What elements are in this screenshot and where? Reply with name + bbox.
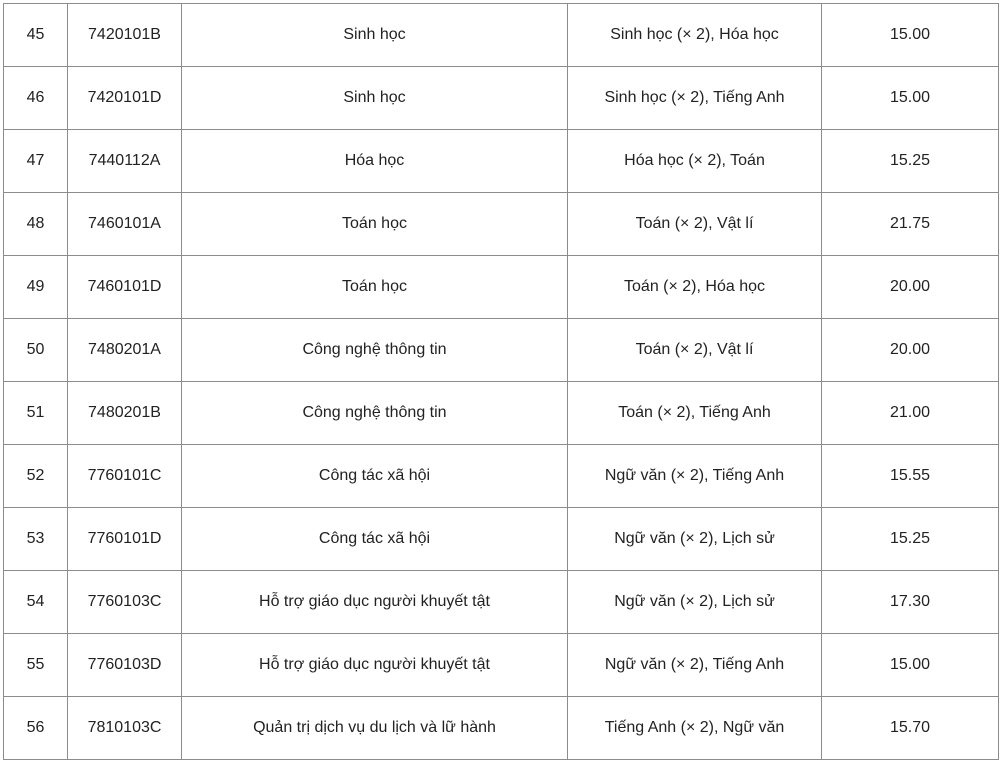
major-code-cell: 7760101C <box>68 445 182 508</box>
major-code-cell: 7420101D <box>68 67 182 130</box>
row-number-cell: 56 <box>4 697 68 760</box>
cutoff-score-cell: 15.70 <box>822 697 999 760</box>
subject-combination-cell: Toán (× 2), Vật lí <box>568 193 822 256</box>
major-name-cell: Quản trị dịch vụ du lịch và lữ hành <box>182 697 568 760</box>
table-row <box>4 4 999 67</box>
admissions-score-table <box>3 3 999 760</box>
major-name-cell: Công tác xã hội <box>182 445 568 508</box>
row-number-cell: 53 <box>4 508 68 571</box>
row-number-cell: 46 <box>4 67 68 130</box>
major-code-cell: 7460101D <box>68 256 182 319</box>
major-code-cell: 7480201A <box>68 319 182 382</box>
major-name-cell: Hỗ trợ giáo dục người khuyết tật <box>182 571 568 634</box>
row-number-cell: 48 <box>4 193 68 256</box>
cutoff-score-cell: 20.00 <box>822 319 999 382</box>
table-body <box>4 4 999 760</box>
table-row <box>4 571 999 634</box>
row-number-cell: 49 <box>4 256 68 319</box>
row-number-cell: 50 <box>4 319 68 382</box>
major-name-cell: Toán học <box>182 193 568 256</box>
table-row <box>4 382 999 445</box>
subject-combination-cell: Ngữ văn (× 2), Lịch sử <box>568 571 822 634</box>
table-row <box>4 67 999 130</box>
subject-combination-cell: Sinh học (× 2), Hóa học <box>568 4 822 67</box>
subject-combination-cell: Toán (× 2), Tiếng Anh <box>568 382 822 445</box>
row-number-cell: 45 <box>4 4 68 67</box>
table-row <box>4 508 999 571</box>
row-number-cell: 55 <box>4 634 68 697</box>
major-code-cell: 7760103D <box>68 634 182 697</box>
cutoff-score-cell: 15.25 <box>822 130 999 193</box>
cutoff-score-cell: 17.30 <box>822 571 999 634</box>
major-name-cell: Sinh học <box>182 67 568 130</box>
row-number-cell: 51 <box>4 382 68 445</box>
subject-combination-cell: Ngữ văn (× 2), Tiếng Anh <box>568 634 822 697</box>
row-number-cell: 47 <box>4 130 68 193</box>
table-row <box>4 634 999 697</box>
row-number-cell: 54 <box>4 571 68 634</box>
cutoff-score-cell: 20.00 <box>822 256 999 319</box>
subject-combination-cell: Ngữ văn (× 2), Lịch sử <box>568 508 822 571</box>
subject-combination-cell: Toán (× 2), Vật lí <box>568 319 822 382</box>
table-row <box>4 130 999 193</box>
major-name-cell: Công nghệ thông tin <box>182 382 568 445</box>
major-name-cell: Hỗ trợ giáo dục người khuyết tật <box>182 634 568 697</box>
subject-combination-cell: Sinh học (× 2), Tiếng Anh <box>568 67 822 130</box>
major-code-cell: 7760103C <box>68 571 182 634</box>
table-row <box>4 445 999 508</box>
major-name-cell: Công tác xã hội <box>182 508 568 571</box>
cutoff-score-cell: 15.00 <box>822 4 999 67</box>
major-code-cell: 7460101A <box>68 193 182 256</box>
major-code-cell: 7480201B <box>68 382 182 445</box>
table-row <box>4 697 999 760</box>
major-name-cell: Hóa học <box>182 130 568 193</box>
subject-combination-cell: Tiếng Anh (× 2), Ngữ văn <box>568 697 822 760</box>
cutoff-score-cell: 21.75 <box>822 193 999 256</box>
major-name-cell: Toán học <box>182 256 568 319</box>
major-name-cell: Công nghệ thông tin <box>182 319 568 382</box>
table-row <box>4 193 999 256</box>
row-number-cell: 52 <box>4 445 68 508</box>
cutoff-score-cell: 15.00 <box>822 634 999 697</box>
major-code-cell: 7810103C <box>68 697 182 760</box>
cutoff-score-cell: 15.55 <box>822 445 999 508</box>
major-code-cell: 7420101B <box>68 4 182 67</box>
subject-combination-cell: Ngữ văn (× 2), Tiếng Anh <box>568 445 822 508</box>
major-code-cell: 7440112A <box>68 130 182 193</box>
table-row <box>4 319 999 382</box>
cutoff-score-cell: 15.00 <box>822 67 999 130</box>
cutoff-score-cell: 15.25 <box>822 508 999 571</box>
subject-combination-cell: Toán (× 2), Hóa học <box>568 256 822 319</box>
major-name-cell: Sinh học <box>182 4 568 67</box>
cutoff-score-cell: 21.00 <box>822 382 999 445</box>
table-row <box>4 256 999 319</box>
subject-combination-cell: Hóa học (× 2), Toán <box>568 130 822 193</box>
major-code-cell: 7760101D <box>68 508 182 571</box>
